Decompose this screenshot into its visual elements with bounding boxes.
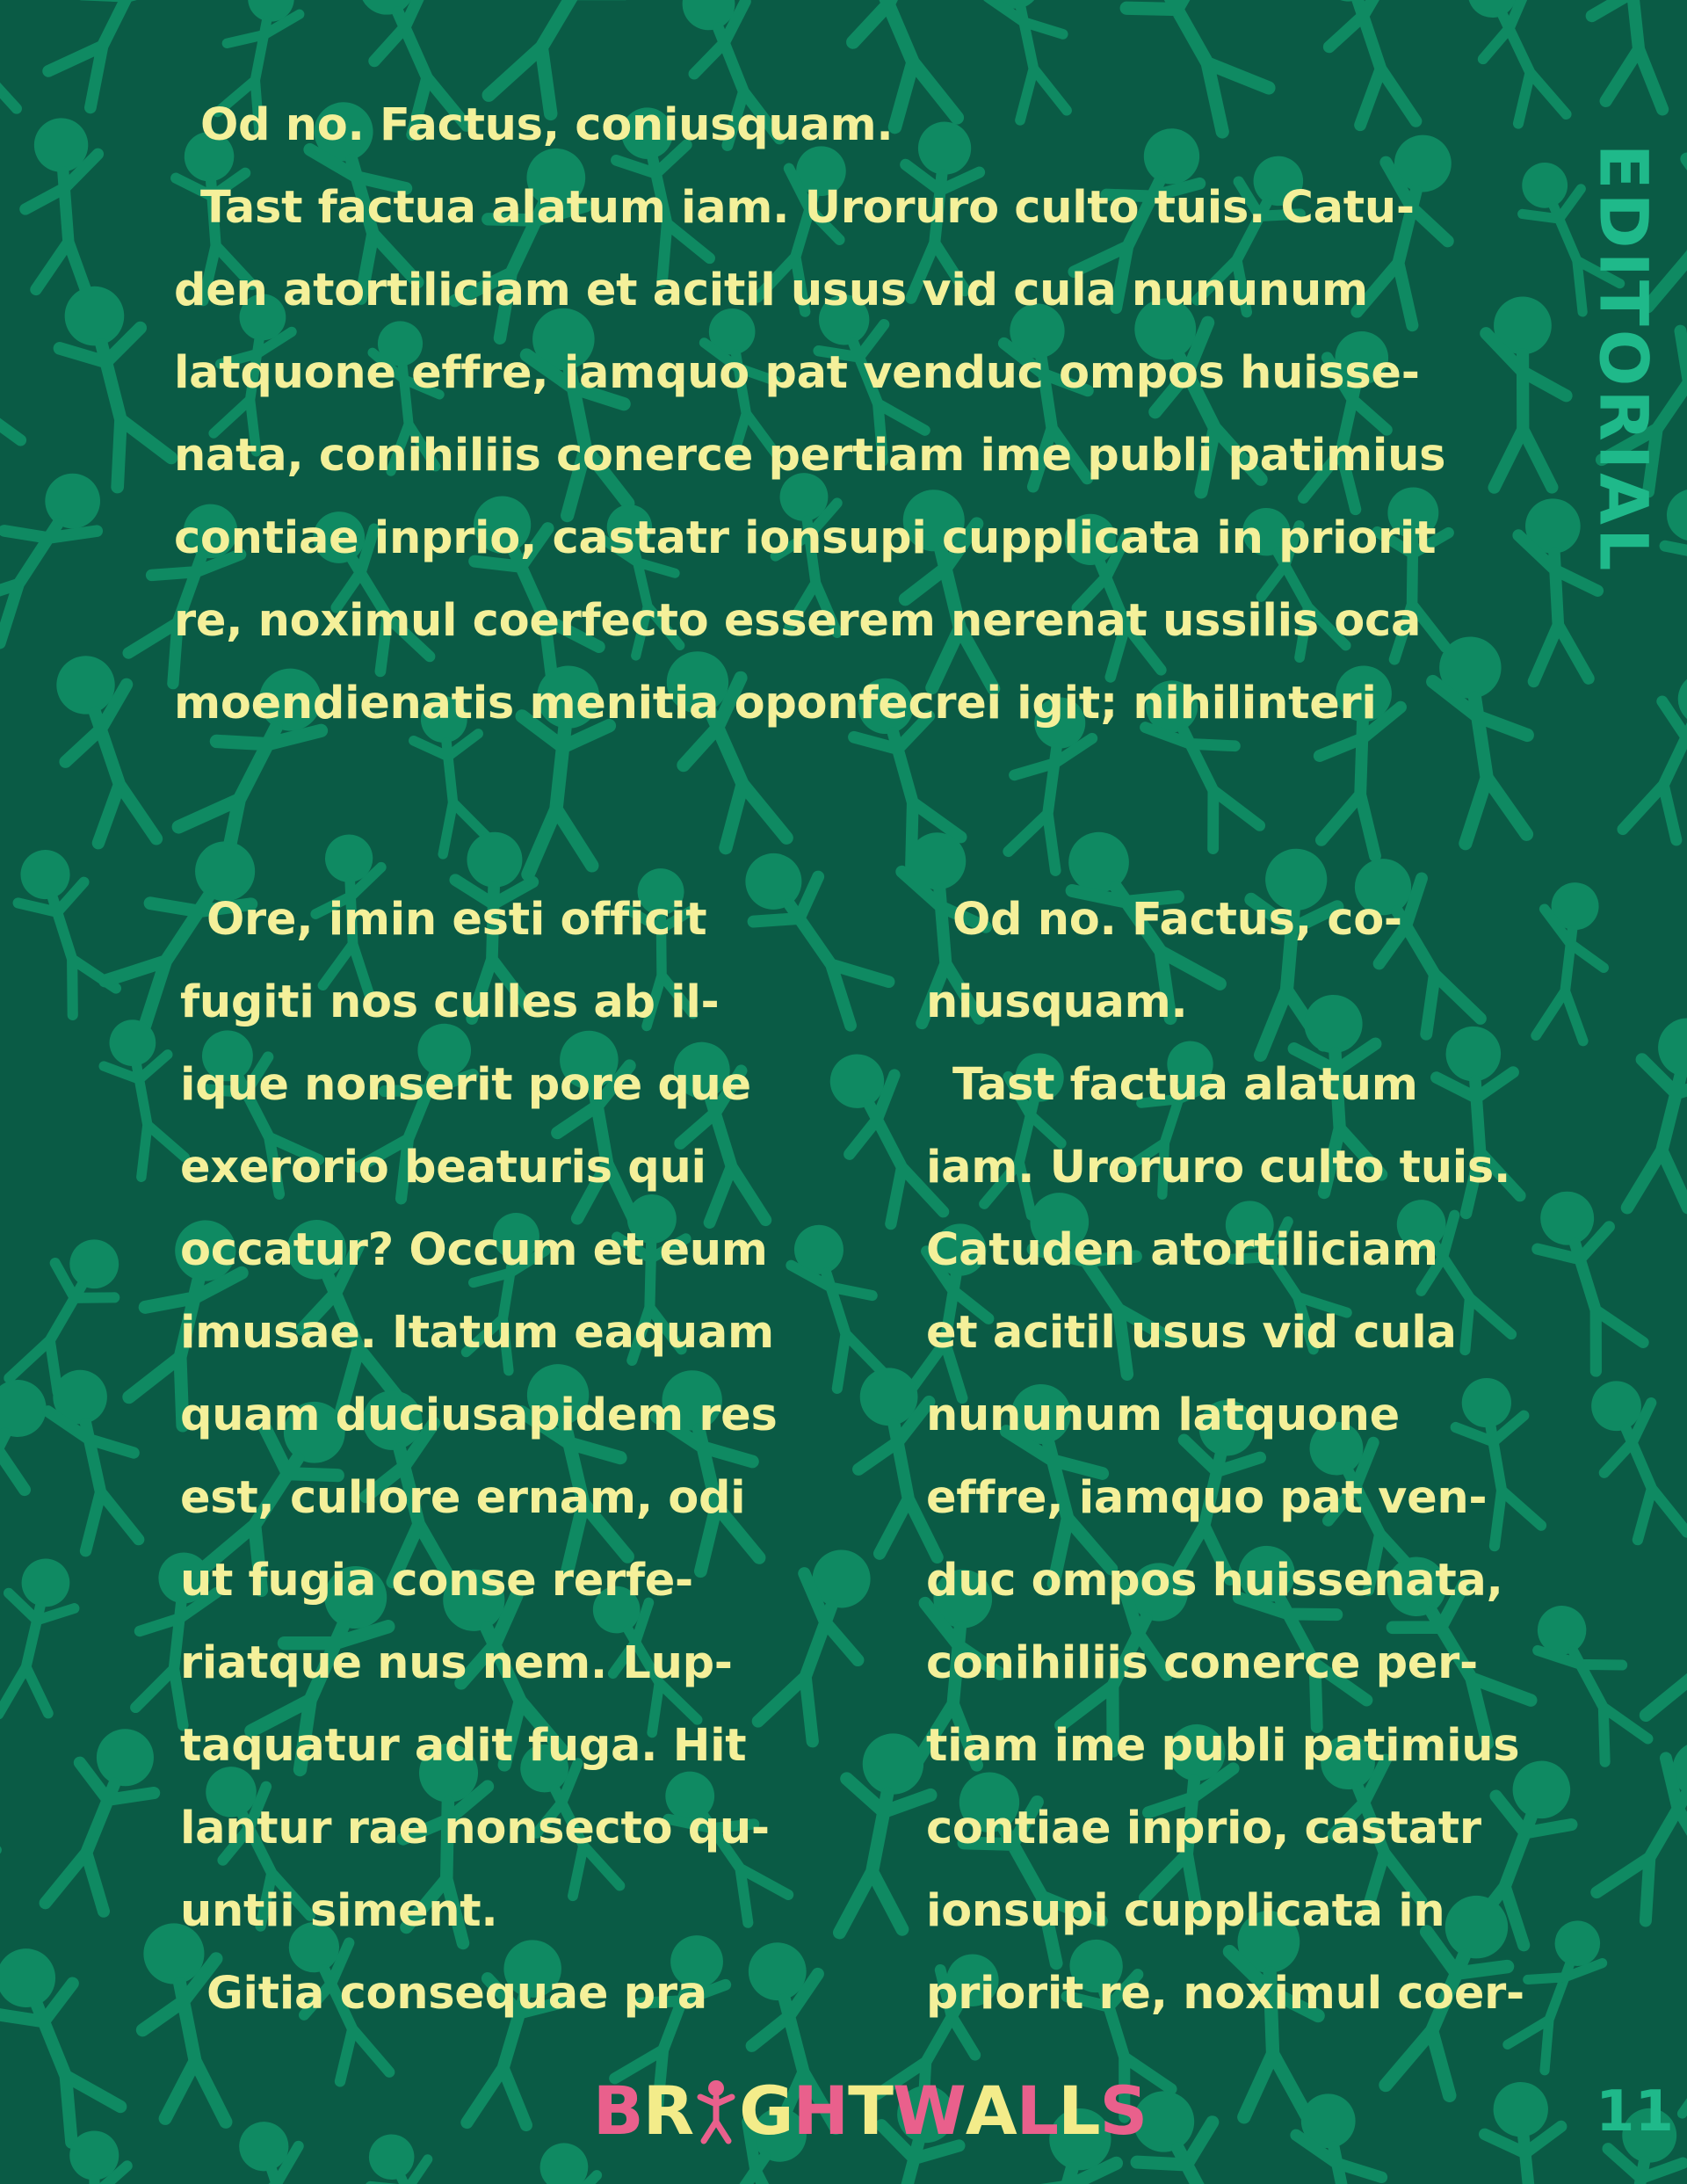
text-line: effre, iamquo pat ven- [926, 1472, 1488, 1524]
text-line: tiam ime publi patimius [926, 1720, 1520, 1772]
text-line: quam duciusapidem res [180, 1389, 778, 1441]
text-line: Ore, imin esti officit [206, 894, 707, 946]
text-line: re, noximul coerfecto esserem nerenat ussilis oca [174, 595, 1422, 647]
text-line: nata, conihiliis conerce pertiam ime publi patimius [174, 430, 1446, 482]
text-line: Od no. Factus, co- [952, 894, 1402, 946]
brightwalls-logo [571, 2072, 1169, 2150]
text-line: Od no. Factus, coniusquam. [200, 99, 894, 151]
text-line: imusae. Itatum eaquam [180, 1307, 774, 1359]
logo-letter: W [893, 2072, 966, 2150]
text-line: Tast factua alatum [952, 1059, 1418, 1111]
text-line: Catuden atortiliciam [926, 1224, 1438, 1276]
text-line: Tast factua alatum iam. Uroruro culto tuis. Catu- [200, 182, 1415, 234]
text-line: duc ompos huissenata, [926, 1555, 1503, 1607]
text-line: ique nonserit pore que [180, 1059, 751, 1111]
text-line: den atortiliciam et acitil usus vid cula nununum [174, 265, 1368, 316]
logo-letter: R [642, 2072, 694, 2150]
text-line: fugiti nos culles ab il- [180, 976, 720, 1028]
page-number: 11 [1596, 2079, 1675, 2144]
text-line: latquone effre, iamquo pat venduc ompos huisse- [174, 347, 1420, 399]
text-line: contiae inprio, castatr ionsupi cupplicata in priorit [174, 512, 1437, 564]
logo-letter: A [965, 2072, 1017, 2150]
text-line: occatur? Occum et eum [180, 1224, 768, 1276]
text-line: niusquam. [926, 976, 1188, 1028]
text-line: iam. Uroruro culto tuis. [926, 1142, 1511, 1194]
logo-letter: H [793, 2072, 849, 2150]
logo-letter: L [1016, 2072, 1059, 2150]
text-line: ionsupi cupplicata in [926, 1885, 1445, 1937]
logo-letter: G [739, 2072, 793, 2150]
text-line: nununum latquone [926, 1389, 1400, 1441]
text-line: conihiliis conerce per- [926, 1637, 1478, 1689]
logo-letter: B [592, 2072, 643, 2150]
text-line: riatque nus nem. Lup- [180, 1637, 733, 1689]
logo-letter: T [848, 2072, 893, 2150]
logo-letter: S [1099, 2072, 1148, 2150]
text-line: priorit re, noximul coer- [926, 1968, 1524, 2020]
text-line: exerorio beaturis qui [180, 1142, 706, 1194]
section-label-text: EDITORIAL [1584, 143, 1663, 574]
text-line: lantur rae nonsecto qu- [180, 1803, 770, 1854]
text-line: et acitil usus vid cula [926, 1307, 1457, 1359]
text-line: contiae inprio, castatr [926, 1803, 1481, 1854]
logo-letter: L [1058, 2072, 1100, 2150]
text-line: moendienatis menitia oponfecrei igit; nihilinteri [174, 678, 1377, 729]
stick-figure-letter-icon [693, 2076, 739, 2146]
text-line: ut fugia conse rerfe- [180, 1555, 693, 1607]
top-paragraph [174, 84, 1545, 745]
text-line: untii siment. [180, 1885, 498, 1937]
text-line: est, cullore ernam, odi [180, 1472, 746, 1524]
left-column-text [180, 879, 883, 2035]
text-line: Gitia consequae pra [206, 1968, 707, 2020]
right-column-text [926, 879, 1629, 2035]
text-line: taquatur adit fuga. Hit [180, 1720, 747, 1772]
section-label-editorial [1584, 104, 1663, 613]
